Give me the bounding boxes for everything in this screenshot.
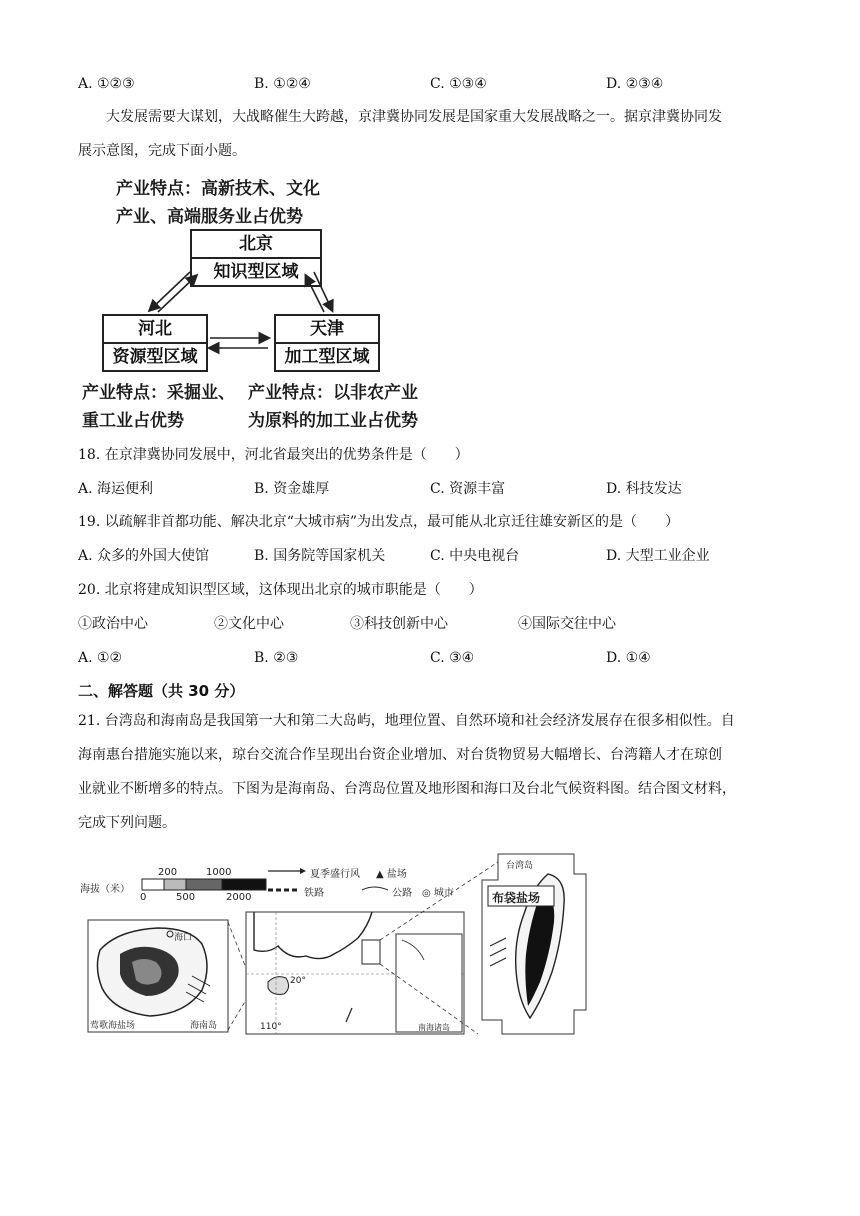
q21-line-4: 完成下列问题。	[78, 815, 176, 831]
q20-option-d: D. ①④	[606, 650, 651, 666]
beijing-name: 北京	[192, 231, 320, 259]
q18-option-b: B. 资金雄厚	[254, 481, 330, 497]
road-legend-line	[362, 887, 388, 890]
q19-option-d: D. 大型工业企业	[606, 548, 710, 564]
tianjin-type: 加工型区域	[284, 347, 370, 367]
arrow-beijing-to-tianjin	[314, 272, 332, 310]
arrow-hebei-to-beijing	[158, 276, 196, 312]
q20-option-b: B. ②③	[254, 650, 299, 666]
q20-option-a: A. ①②	[78, 650, 123, 666]
q17-option-b: B. ①②④	[254, 76, 311, 92]
south-sea-label: 南海诸岛	[418, 1023, 450, 1032]
q20-item-2: ②文化中心	[214, 616, 284, 632]
scale-seg-0	[142, 879, 164, 890]
beijing-features-line-1: 产业特点：高新技术、文化	[116, 179, 320, 199]
intro-line-2: 展示意图，完成下面小题。	[78, 143, 246, 159]
q21-line-1: 21. 台湾岛和海南岛是我国第一大和第二大岛屿，地理位置、自然环境和社会经济发展存在很多相似性。自	[78, 713, 735, 729]
scale-bottom-500: 500	[176, 892, 196, 903]
haikou-label: 海口	[174, 933, 193, 943]
hebei-name: 河北	[104, 316, 206, 344]
q17-option-a: A. ①②③	[78, 76, 135, 92]
legend-rail: 铁路	[304, 888, 324, 899]
q18-option-c: C. 资源丰富	[430, 481, 506, 497]
scale-bottom-0: 0	[140, 892, 147, 903]
scale-top-1000: 1000	[206, 867, 232, 878]
q21-line-3: 业就业不断增多的特点。下图为是海南岛、台湾岛位置及地形图和海口及台北气候资料图。结合图文材料，	[78, 781, 736, 797]
beijing-type: 知识型区域	[213, 262, 299, 282]
yinggehai-label: 莺歌海盐场	[90, 1021, 136, 1031]
tianjin-name: 天津	[276, 316, 378, 344]
q19-stem: 19. 以疏解非首都功能、解决北京“大城市病”为出发点，最可能从北京迁往雄安新区的是（ ）	[78, 514, 680, 530]
q20-item-1: ①政治中心	[78, 616, 148, 632]
q17-option-c: C. ①③④	[430, 76, 487, 92]
intro-line-1: 大发展需要大谋划，大战略催生大跨越，京津冀协同发展是国家重大发展战略之一。据京津冀协同发	[106, 109, 722, 125]
section-2-heading: 二、解答题（共 30 分）	[78, 682, 245, 700]
legend-wind: 夏季盛行风	[310, 869, 360, 880]
hebei-features-line-2: 重工业占优势	[82, 411, 184, 431]
q18-option-a: A. 海运便利	[78, 481, 154, 497]
scale-seg-1	[164, 879, 186, 890]
scale-bottom-2000: 2000	[226, 892, 252, 903]
island-map-figure	[78, 850, 708, 1040]
budai-label: 布袋盐场	[492, 891, 541, 905]
hebei-type: 资源型区域	[112, 347, 198, 367]
jingjinji-diagram	[78, 172, 438, 432]
q18-option-d: D. 科技发达	[606, 481, 682, 497]
beijing-features-line-2: 产业、高端服务业占优势	[116, 207, 303, 227]
q19-option-a: A. 众多的外国大使馆	[78, 548, 210, 564]
tianjin-features-line-2: 为原料的加工业占优势	[248, 411, 418, 431]
q17-option-d: D. ②③④	[606, 76, 664, 92]
tianjin-features-line-1: 产业特点：以非农产业	[248, 383, 418, 403]
south-china-sea-inset	[396, 934, 462, 1032]
lat-20-label: 20°	[290, 976, 306, 986]
q20-item-4: ④国际交往中心	[518, 616, 616, 632]
hebei-features-line-1: 产业特点：采掘业、	[82, 383, 235, 403]
arrow-beijing-to-hebei	[150, 272, 190, 310]
arrow-tianjin-to-beijing	[306, 276, 324, 312]
scale-top-200: 200	[158, 867, 178, 878]
legend-road: 公路	[392, 888, 412, 899]
scale-seg-3	[222, 879, 266, 890]
q20-option-c: C. ③④	[430, 650, 475, 666]
q19-option-c: C. 中央电视台	[430, 548, 520, 564]
scale-seg-2	[186, 879, 222, 890]
taiwan-label: 台湾岛	[506, 861, 534, 871]
q21-line-2: 海南惠台措施实施以来，琼台交流合作呈现出台资企业增加、对台货物贸易大幅增长、台湾籍人才在琼创	[78, 747, 722, 763]
hainan-label: 海南岛	[190, 1021, 218, 1031]
q19-option-b: B. 国务院等国家机关	[254, 548, 386, 564]
legend-city: ◎ 城市	[422, 888, 454, 899]
legend-elevation-label: 海拔（米）	[80, 884, 130, 895]
legend-salt: ▲ 盐场	[376, 869, 407, 880]
q20-stem: 20. 北京将建成知识型区域，这体现出北京的城市职能是（ ）	[78, 582, 483, 598]
q20-item-3: ③科技创新中心	[350, 616, 448, 632]
lon-110-label: 110°	[260, 1022, 282, 1032]
q18-stem: 18. 在京津冀协同发展中，河北省最突出的优势条件是（ ）	[78, 447, 469, 463]
